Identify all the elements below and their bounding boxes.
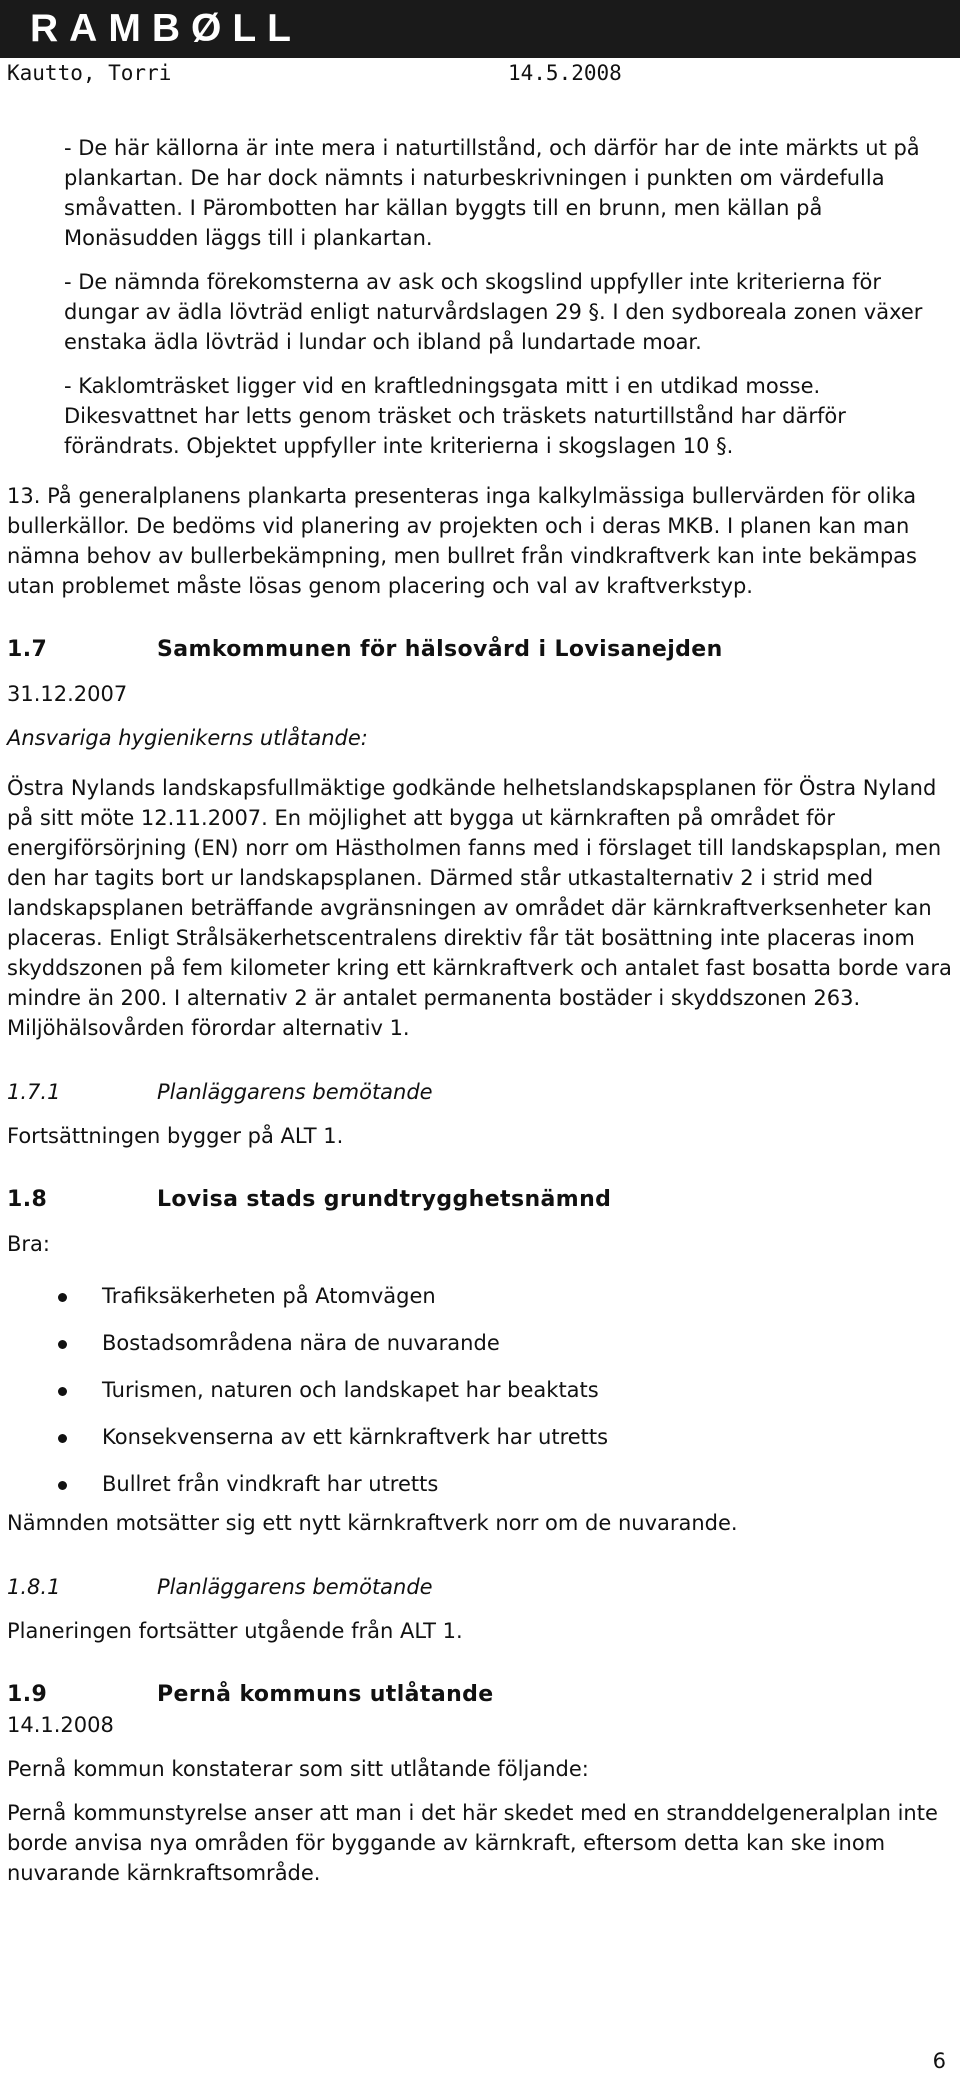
section-intro: Bra: [7,1232,50,1256]
section-number: 1.7.1 [7,1080,61,1104]
bullet-icon [58,1434,67,1443]
list-item: Bostadsområdena nära de nuvarande [7,1320,952,1367]
bullet-list [7,1273,952,1508]
section-body: Östra Nylands landskapsfullmäktige godkände helhetslandskapsplanen för Östra Nyland på sitt möte 12.11.2007. En möjlighet att bygga ut kärnkraften på området för energiförsörjning (EN) norr om Hästholmen fanns med i förslaget till landskapsplan, men den har tagits bort ur landskapsplanen. Därmed står utkastalternativ 2 i strid med landskapsplanen beträffande avgränsningen av området där kärnkraftverksenheter kan placeras. Enligt Strålsäkerhetscentralens direktiv får tät bosättning inte placeras inom skyddszonen på fem kilometer kring ett kärnkraftverk och antalet fast bosatta borde vara mindre än 200. I alternativ 2 är antalet permanenta bostäder i skyddszonen 263. Miljöhälsovården förordar alternativ 1. [7,776,952,1040]
section-paragraph: Pernå kommunstyrelse anser att man i det här skedet med en stranddelgeneralplan inte borde anvisa nya områden för byggande av kärnkraft, eftersom detta kan ske inom nuvarande kärnkraftsområde. [7,1801,938,1885]
section-heading-1-7-1 [7,1077,952,1107]
document-body [7,133,952,1888]
paragraph-lake: - Kaklomträsket ligger vid en kraftledningsgata mitt i en utdikad mosse. Dikesvattnet har letts genom träsket och träskets naturtillstånd har därför förändrats. Objektet uppfyller inte kriterierna i skogslagen 10 §. [64,374,846,458]
section-number: 1.9 [7,1682,48,1707]
list-item: Trafiksäkerheten på Atomvägen [7,1273,952,1320]
section-number: 1.8 [7,1187,48,1212]
section-paragraph: Pernå kommun konstaterar som sitt utlåtande följande: [7,1757,589,1781]
section-body: Fortsättningen bygger på ALT 1. [7,1124,344,1148]
header-date: 14.5.2008 [508,61,622,85]
section-subtitle: Ansvariga hygienikerns utlåtande: [7,726,368,750]
section-heading-1-8-1 [7,1572,952,1602]
section-title: Planläggarens bemötande [157,1575,433,1599]
section-date: 14.1.2008 [7,1713,114,1737]
bullet-icon [58,1481,67,1490]
list-item: Konsekvenserna av ett kärnkraftverk har utretts [7,1414,952,1461]
header-bar [0,0,960,58]
list-item: Bullret från vindkraft har utretts [7,1461,952,1508]
section-number: 1.7 [7,637,48,662]
company-logo: RAMBØLL [30,7,302,50]
list-item: Turismen, naturen och landskapet har beaktats [7,1367,952,1414]
section-heading-1-8 [7,1185,952,1215]
section-heading-1-9 [7,1680,952,1710]
bullet-icon [58,1293,67,1302]
section-outro: Nämnden motsätter sig ett nytt kärnkraftverk norr om de nuvarande. [7,1511,738,1535]
bullet-icon [58,1340,67,1349]
section-title: Pernå kommuns utlåtande [157,1682,494,1707]
section-date: 31.12.2007 [7,682,128,706]
section-title: Planläggarens bemötande [157,1080,433,1104]
bullet-icon [58,1387,67,1396]
author-line: Kautto, Torri [7,61,172,85]
section-heading-1-7 [7,635,952,665]
section-title: Samkommunen för hälsovård i Lovisanejden [157,637,723,662]
section-body: Planeringen fortsätter utgående från ALT 1. [7,1619,463,1643]
section-title: Lovisa stads grundtrygghetsnämnd [157,1187,612,1212]
paragraph-noise: 13. På generalplanens plankarta presenteras inga kalkylmässiga bullervärden för olika bullerkällor. De bedöms vid planering av projekten och i deras MKB. I planen kan man nämna behov av bullerbekämpning, men bullret från vindkraftverk kan inte bekämpas utan problemet måste lösas genom placering och val av kraftverkstyp. [7,484,917,598]
section-number: 1.8.1 [7,1575,61,1599]
paragraph-trees: - De nämnda förekomsterna av ask och skogslind uppfyller inte kriterierna för dungar av ädla lövträd enligt naturvårdslagen 29 §. I den sydboreala zonen växer enstaka ädla lövträd i lundar och ibland på lundartade moar. [64,270,923,354]
page-number: 6 [932,2049,946,2073]
paragraph-springs: - De här källorna är inte mera i naturtillstånd, och därför har de inte märkts ut på plankartan. De har dock nämnts i naturbeskrivningen i punkten om värdefulla småvatten. I Pärombotten har källan byggts till en brunn, men källan på Monäsudden läggs till i plankartan. [64,136,920,250]
